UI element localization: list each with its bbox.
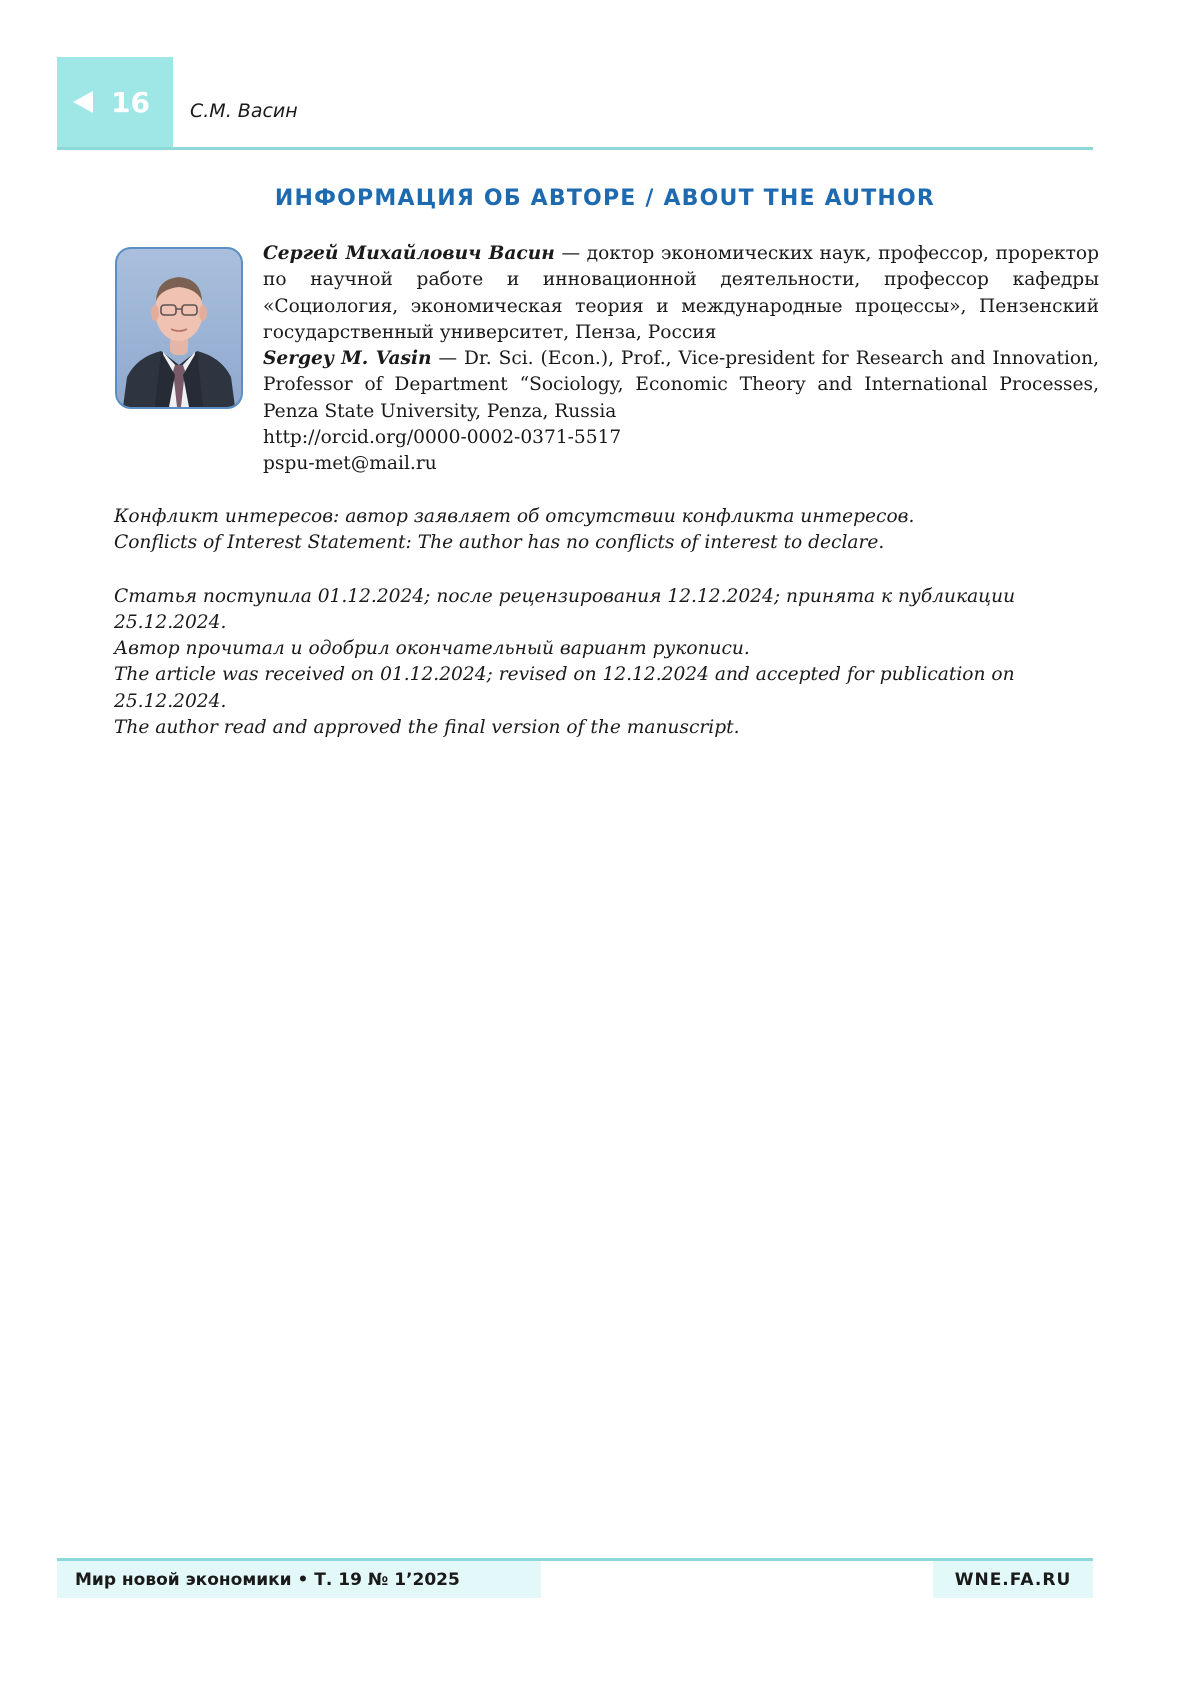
spacer [114,557,1104,584]
author-description-en: — Dr. Sci. (Econ.), Prof., Vice-president for Research and Innovation, Professor of Department “Sociology, Economic Theory and International Processes, Penza State University, Penza, Russia [263,348,1099,422]
author-photo [115,247,243,409]
article-statements [114,504,1104,741]
website-link[interactable]: WNE.FA.RU [954,1569,1072,1590]
footer-journal-info [57,1561,541,1598]
author-bio-ru [263,241,1099,346]
header-divider [57,147,1093,150]
running-head: С.М. Васин [190,100,298,122]
journal-issue: Мир новой экономики • Т. 19 № 1’2025 [75,1569,460,1590]
author-name-en: Sergey M. Vasin [263,348,432,370]
approval-statement-ru: Автор прочитал и одобрил окончательный вариант рукописи. [114,638,750,660]
author-info [263,241,1099,478]
article-dates-ru: Статья поступила 01.12.2024; после рецензирования 12.12.2024; принята к публикации 25.12.2024. [114,585,1016,633]
author-description-ru: — доктор экономических наук, профессор, проректор по научной работе и инновационной деятельности, профессор кафедры «Социология, экономическая теория и международные процессы», Пензенский государственный университет, Пенза, Россия [263,243,1099,343]
author-orcid-link[interactable]: http://orcid.org/0000-0002-0371-5517 [263,427,622,449]
conflict-statement-en: Conflicts of Interest Statement: The author has no conflicts of interest to declare. [114,532,885,554]
article-dates-en: The article was received on 01.12.2024; revised on 12.12.2024 and accepted for publication on 25.12.2024. [114,664,1015,712]
back-arrow-icon[interactable] [73,91,93,113]
author-email-link[interactable]: pspu-met@mail.ru [263,453,437,475]
page-number-tab [57,57,173,147]
section-heading: ИНФОРМАЦИЯ ОБ АВТОРЕ / ABOUT THE AUTHOR [274,186,936,211]
footer-website [933,1561,1093,1598]
page-number: 16 [111,85,150,119]
author-portrait-illustration [117,249,241,407]
author-bio-en [263,346,1099,425]
conflict-statement-ru: Конфликт интересов: автор заявляет об отсутствии конфликта интересов. [114,506,915,527]
approval-statement-en: The author read and approved the final version of the manuscript. [114,717,740,739]
author-name-ru: Сергей Михайлович Васин [263,243,555,264]
